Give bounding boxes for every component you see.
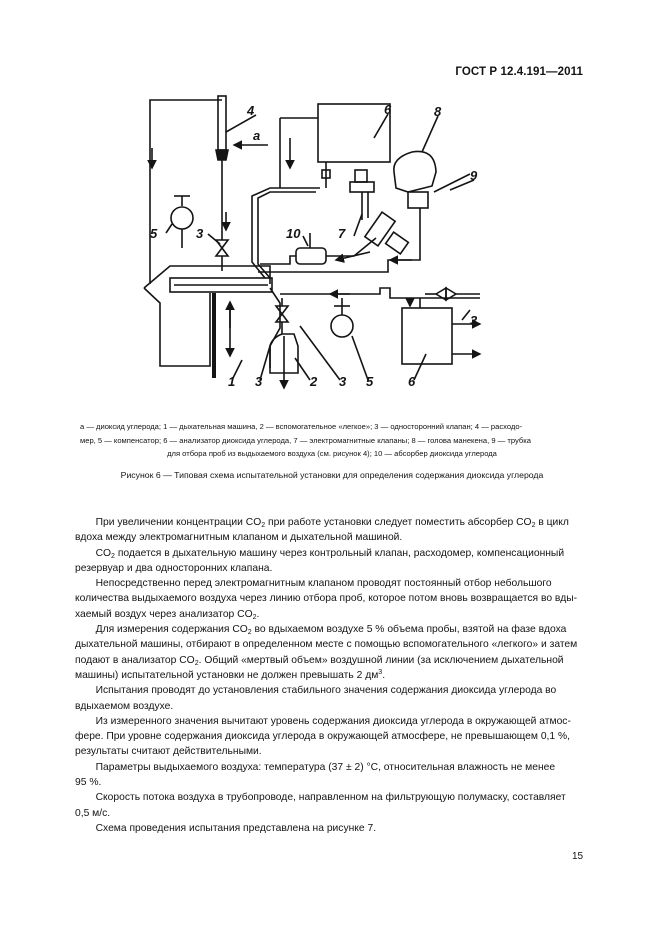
label-9: 9: [470, 168, 478, 183]
label-6-top: 6: [384, 102, 392, 117]
label-a: a: [253, 128, 261, 143]
label-2: 2: [310, 374, 318, 389]
page-number: 15: [572, 851, 584, 862]
paragraph-line: подают в анализатор $CO_2$. Общий «мертвый объем» воздушной линии (за исключением дыхательной: [75, 654, 564, 667]
label-4: 4: [247, 103, 255, 118]
paragraph-line: количества выдыхаемого воздуха через линию отбора проб, которое потом вновь возвращается во вды-: [75, 593, 578, 605]
flowmeter-shape: [218, 96, 226, 150]
compensator-shape: [171, 207, 193, 229]
paragraph-line: фере. При уровне содержания диоксида углерода в окружающей атмосфере, не превышающем 0,1 %,: [75, 731, 571, 743]
label-5-left: 5: [150, 226, 158, 241]
paragraph: Из измеренного значения вычитают уровень содержания диоксида углерода в окружающей атмос-: [95, 715, 571, 727]
figure-legend: [80, 420, 584, 461]
paragraph-line: 0,5 м/с.: [75, 807, 111, 819]
paragraph: Испытания проводят до установления стабильного значения содержания диоксида углерода во: [95, 685, 557, 697]
paragraph: $CO_2$ подается в дыхательную машину через контрольный клапан, расходомер, компенсационный: [95, 547, 565, 560]
co2-analyser-shape: [318, 104, 390, 162]
solenoid-valve-shape: [365, 212, 395, 246]
paragraph-line: результаты считают действительными.: [75, 746, 262, 758]
figure-caption: Рисунок 6 — Типовая схема испытательной установки для определения содержания диоксида углерода: [120, 470, 544, 480]
legend-line: a — диоксид углерода; 1 — дыхательная машина, 2 — вспомогательное «легкое»; 3 — односторонний клапан; 4 — расходо-: [80, 422, 523, 431]
paragraph-line: резервуар и два односторонних клапана.: [75, 562, 273, 574]
manikin-head-shape: [394, 151, 436, 192]
label-8: 8: [434, 104, 442, 119]
paragraph: Скорость потока воздуха в трубопроводе, направленном на фильтрующую полумаску, составляет: [95, 792, 566, 804]
label-10: 10: [286, 226, 301, 241]
label-7: 7: [338, 226, 346, 241]
paragraph: При увеличении концентрации $CO_2$ при работе установки следует поместить абсорбер $CO_2$ в цикл: [95, 517, 569, 529]
document-header: ГОСТ Р 12.4.191—2011: [455, 66, 583, 78]
label-3-right: 3: [470, 313, 478, 328]
schematic-figure: [130, 88, 510, 393]
absorber-shape: [296, 248, 326, 264]
label-6-bottom: 6: [408, 374, 416, 389]
schematic-diagram: [130, 88, 510, 393]
label-3-top: 3: [196, 226, 204, 241]
paragraph-line: вдоха между электромагнитным клапаном и дыхательной машиной.: [75, 532, 403, 544]
legend-line: для отбора проб из выдыхаемого воздуха (см. рисунок 4); 10 — абсорбер диоксида углерода: [167, 449, 497, 459]
paragraph: Для измерения содержания $CO_2$ во вдыхаемом воздухе 5 % объема пробы, взятой на фазе вдоха: [95, 624, 567, 637]
label-1: 1: [228, 374, 236, 389]
paragraph-line: хаемый воздух через анализатор $CO_2$.: [75, 608, 260, 621]
paragraph-line: вдыхаемом воздухе.: [75, 700, 174, 712]
body-text: [75, 515, 585, 836]
label-3-mid: 3: [255, 374, 263, 389]
paragraph: Непосредственно перед электромагнитным клапаном проводят постоянный отбор небольшого: [95, 578, 552, 590]
paragraph-line: дыхательной машины, отбирают в определенном месте с помощью вспомогательного «легкого» и затем: [75, 639, 578, 651]
paragraph-line: машины) испытательной установки не должен превышать 2 $дм^3$.: [75, 668, 386, 681]
legend-line: мер, 5 — компенсатор; 6 — анализатор диоксида углерода, 7 — электромагнитные клапаны; 8 — голова манекена, 9 — трубка: [80, 435, 531, 445]
paragraph: Параметры выдыхаемого воздуха: температура (37 ± 2) °С, относительная влажность не менее: [95, 761, 556, 773]
paragraph-line: 95 %.: [75, 777, 102, 789]
label-3-bottom: 3: [339, 374, 347, 389]
paragraph: Схема проведения испытания представлена на рисунке 7.: [95, 822, 377, 834]
label-5-right: 5: [366, 374, 374, 389]
